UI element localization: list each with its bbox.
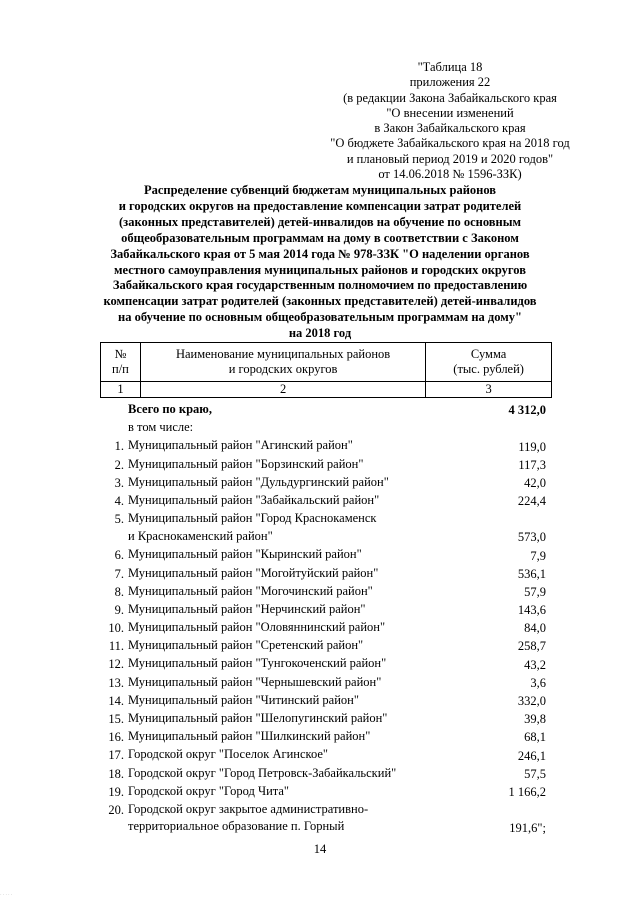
row-amount: 573,0	[517, 530, 546, 545]
row-number: 11.	[108, 639, 124, 654]
title-line: на обучение по основным общеобразовательным программам на дому"	[118, 310, 522, 325]
header-col-name: Наименование муниципальных районов и городских округов	[140, 343, 425, 382]
table-row	[98, 746, 598, 764]
row-name: Муниципальный район "Шилкинский район"	[128, 729, 371, 744]
row-amount: 57,5	[524, 766, 546, 781]
row-amount: 224,4	[517, 494, 546, 509]
table-header	[100, 342, 552, 398]
page-number: 14	[313, 842, 327, 856]
title-line: на 2018 год	[288, 326, 352, 341]
document-header	[300, 60, 600, 182]
row-number: 6.	[114, 548, 124, 563]
table-row	[98, 710, 598, 728]
table-row	[98, 655, 598, 673]
header-line: от 14.06.2018 № 1596-ЗЗК)	[378, 167, 522, 182]
row-number: 2.	[114, 457, 124, 472]
header-line: "О бюджете Забайкальского края на 2018 год	[330, 136, 570, 151]
row-amount: 119,0	[518, 439, 546, 454]
row-amount: 191,6";	[509, 821, 546, 836]
row-number: 20.	[108, 802, 124, 817]
table-row	[98, 456, 598, 474]
row-amount: 258,7	[517, 639, 546, 654]
row-name: Муниципальный район "Сретенский район"	[128, 638, 364, 653]
header-number-3: 3	[426, 382, 552, 398]
header-number-1: 1	[101, 382, 141, 398]
row-name: Муниципальный район "Тунгокоченский район"	[128, 656, 387, 671]
title-line: Распределение субвенций бюджетам муниципальных районов	[143, 183, 497, 197]
row-number: 4.	[114, 493, 124, 508]
row-number: 7.	[114, 566, 124, 581]
total-row	[98, 401, 598, 419]
scan-artifact: ·····	[0, 893, 14, 898]
total-amount: 4 312,0	[508, 403, 546, 418]
row-number: 10.	[108, 621, 124, 636]
row-amount: 7,9	[530, 548, 546, 563]
row-number: 8.	[114, 584, 124, 599]
row-name: Муниципальный район "Агинский район"	[128, 438, 353, 453]
table-row	[98, 565, 598, 583]
row-number: 19.	[108, 784, 124, 799]
header-line: "О внесении изменений	[386, 105, 514, 120]
table-row	[98, 765, 598, 783]
row-number: 13.	[108, 675, 124, 690]
header-line: в Закон Забайкальского края	[374, 121, 526, 136]
row-amount: 117,3	[518, 457, 546, 472]
table-row	[98, 692, 598, 710]
header-line: "Таблица 18	[417, 60, 483, 74]
table-row	[98, 619, 598, 637]
title-line: Забайкальского края от 5 мая 2014 года № 978-ЗЗК "О наделении органов	[110, 246, 530, 261]
table-row	[98, 801, 598, 837]
title-line: общеобразовательным программам на дому в соответствии с Законом	[121, 230, 519, 245]
row-number: 12.	[108, 657, 124, 672]
row-name: Городской округ закрытое административно- территориальное образование п. Горный	[128, 801, 369, 834]
row-amount: 536,1	[517, 566, 546, 581]
row-number: 18.	[108, 766, 124, 781]
row-amount: 332,0	[517, 694, 546, 708]
header-number-2: 2	[140, 382, 425, 398]
subtotal-row	[98, 419, 598, 437]
row-amount: 39,8	[524, 712, 546, 727]
row-amount: 57,9	[524, 584, 546, 599]
title-line: Забайкальского края государственным полномочием по предоставлению	[112, 278, 528, 293]
row-name: Муниципальный район "Борзинский район"	[128, 456, 364, 471]
table-row	[98, 474, 598, 492]
header-line: и плановый период 2019 и 2020 годов"	[346, 151, 554, 166]
row-name: Муниципальный район "Могойтуйский район"	[128, 565, 379, 580]
header-line: (в редакции Закона Забайкальского края	[343, 90, 557, 105]
table-row	[98, 601, 598, 619]
row-name: Муниципальный район "Кыринский район"	[128, 547, 362, 562]
row-number: 1.	[114, 439, 124, 454]
row-name: Муниципальный район "Читинский район"	[128, 692, 359, 707]
document-title	[80, 183, 560, 342]
row-amount: 68,1	[524, 730, 546, 745]
header-line: приложения 22	[409, 75, 491, 90]
table-row	[98, 583, 598, 601]
row-name: Городской округ "Город Чита"	[128, 783, 290, 798]
row-amount: 43,2	[524, 657, 546, 672]
title-line: местного самоуправления муниципальных районов и городских округов	[113, 262, 526, 277]
row-number: 9.	[114, 602, 124, 617]
row-number: 17.	[108, 748, 124, 763]
row-name: Муниципальный район "Могочинский район"	[128, 583, 373, 598]
row-amount: 1 166,2	[508, 784, 546, 799]
title-line: (законных представителей) детей-инвалидов на обучение по основным	[119, 214, 521, 229]
row-number: 14.	[108, 693, 124, 708]
row-name: Муниципальный район "Нерчинский район"	[128, 601, 366, 616]
title-line: компенсации затрат родителей (законных представителей) детей-инвалидов	[103, 294, 537, 309]
table-row	[98, 437, 598, 455]
table-row	[98, 492, 598, 510]
subtotal-label: в том числе:	[128, 420, 194, 435]
row-name: Муниципальный район "Дульдургинский район"	[128, 474, 389, 489]
row-amount: 42,0	[524, 475, 546, 490]
total-label: Всего по краю,	[128, 402, 212, 416]
row-amount: 3,6	[530, 675, 546, 690]
header-col-amount: Сумма (тыс. рублей)	[426, 343, 552, 382]
header-col-number: № п/п	[101, 343, 141, 382]
row-name: Муниципальный район "Оловяннинский район"	[128, 620, 386, 635]
row-number: 5.	[114, 512, 124, 527]
row-number: 15.	[108, 712, 124, 726]
table-row	[98, 674, 598, 692]
table-row	[98, 546, 598, 564]
table-row	[98, 637, 598, 655]
row-number: 16.	[108, 730, 124, 745]
row-name: Городской округ "Поселок Агинское"	[128, 747, 329, 762]
row-amount: 246,1	[517, 748, 546, 763]
row-number: 3.	[114, 475, 124, 490]
row-name: Муниципальный район "Шелопугинский район"	[128, 711, 388, 725]
row-amount: 143,6	[517, 603, 546, 618]
table-row	[98, 510, 598, 546]
table-row	[98, 728, 598, 746]
row-name: Муниципальный район "Чернышевский район"	[128, 674, 382, 689]
table-body	[98, 401, 598, 837]
row-name: Муниципальный район "Забайкальский район"	[128, 492, 380, 507]
title-line: и городских округов на предоставление компенсации затрат родителей	[118, 198, 522, 213]
row-amount: 84,0	[524, 621, 546, 636]
table-row	[98, 783, 598, 801]
row-name: Городской округ "Город Петровск-Забайкальский"	[128, 765, 397, 780]
row-name: Муниципальный район "Город Краснокаменск и Краснокаменский район"	[128, 511, 377, 543]
